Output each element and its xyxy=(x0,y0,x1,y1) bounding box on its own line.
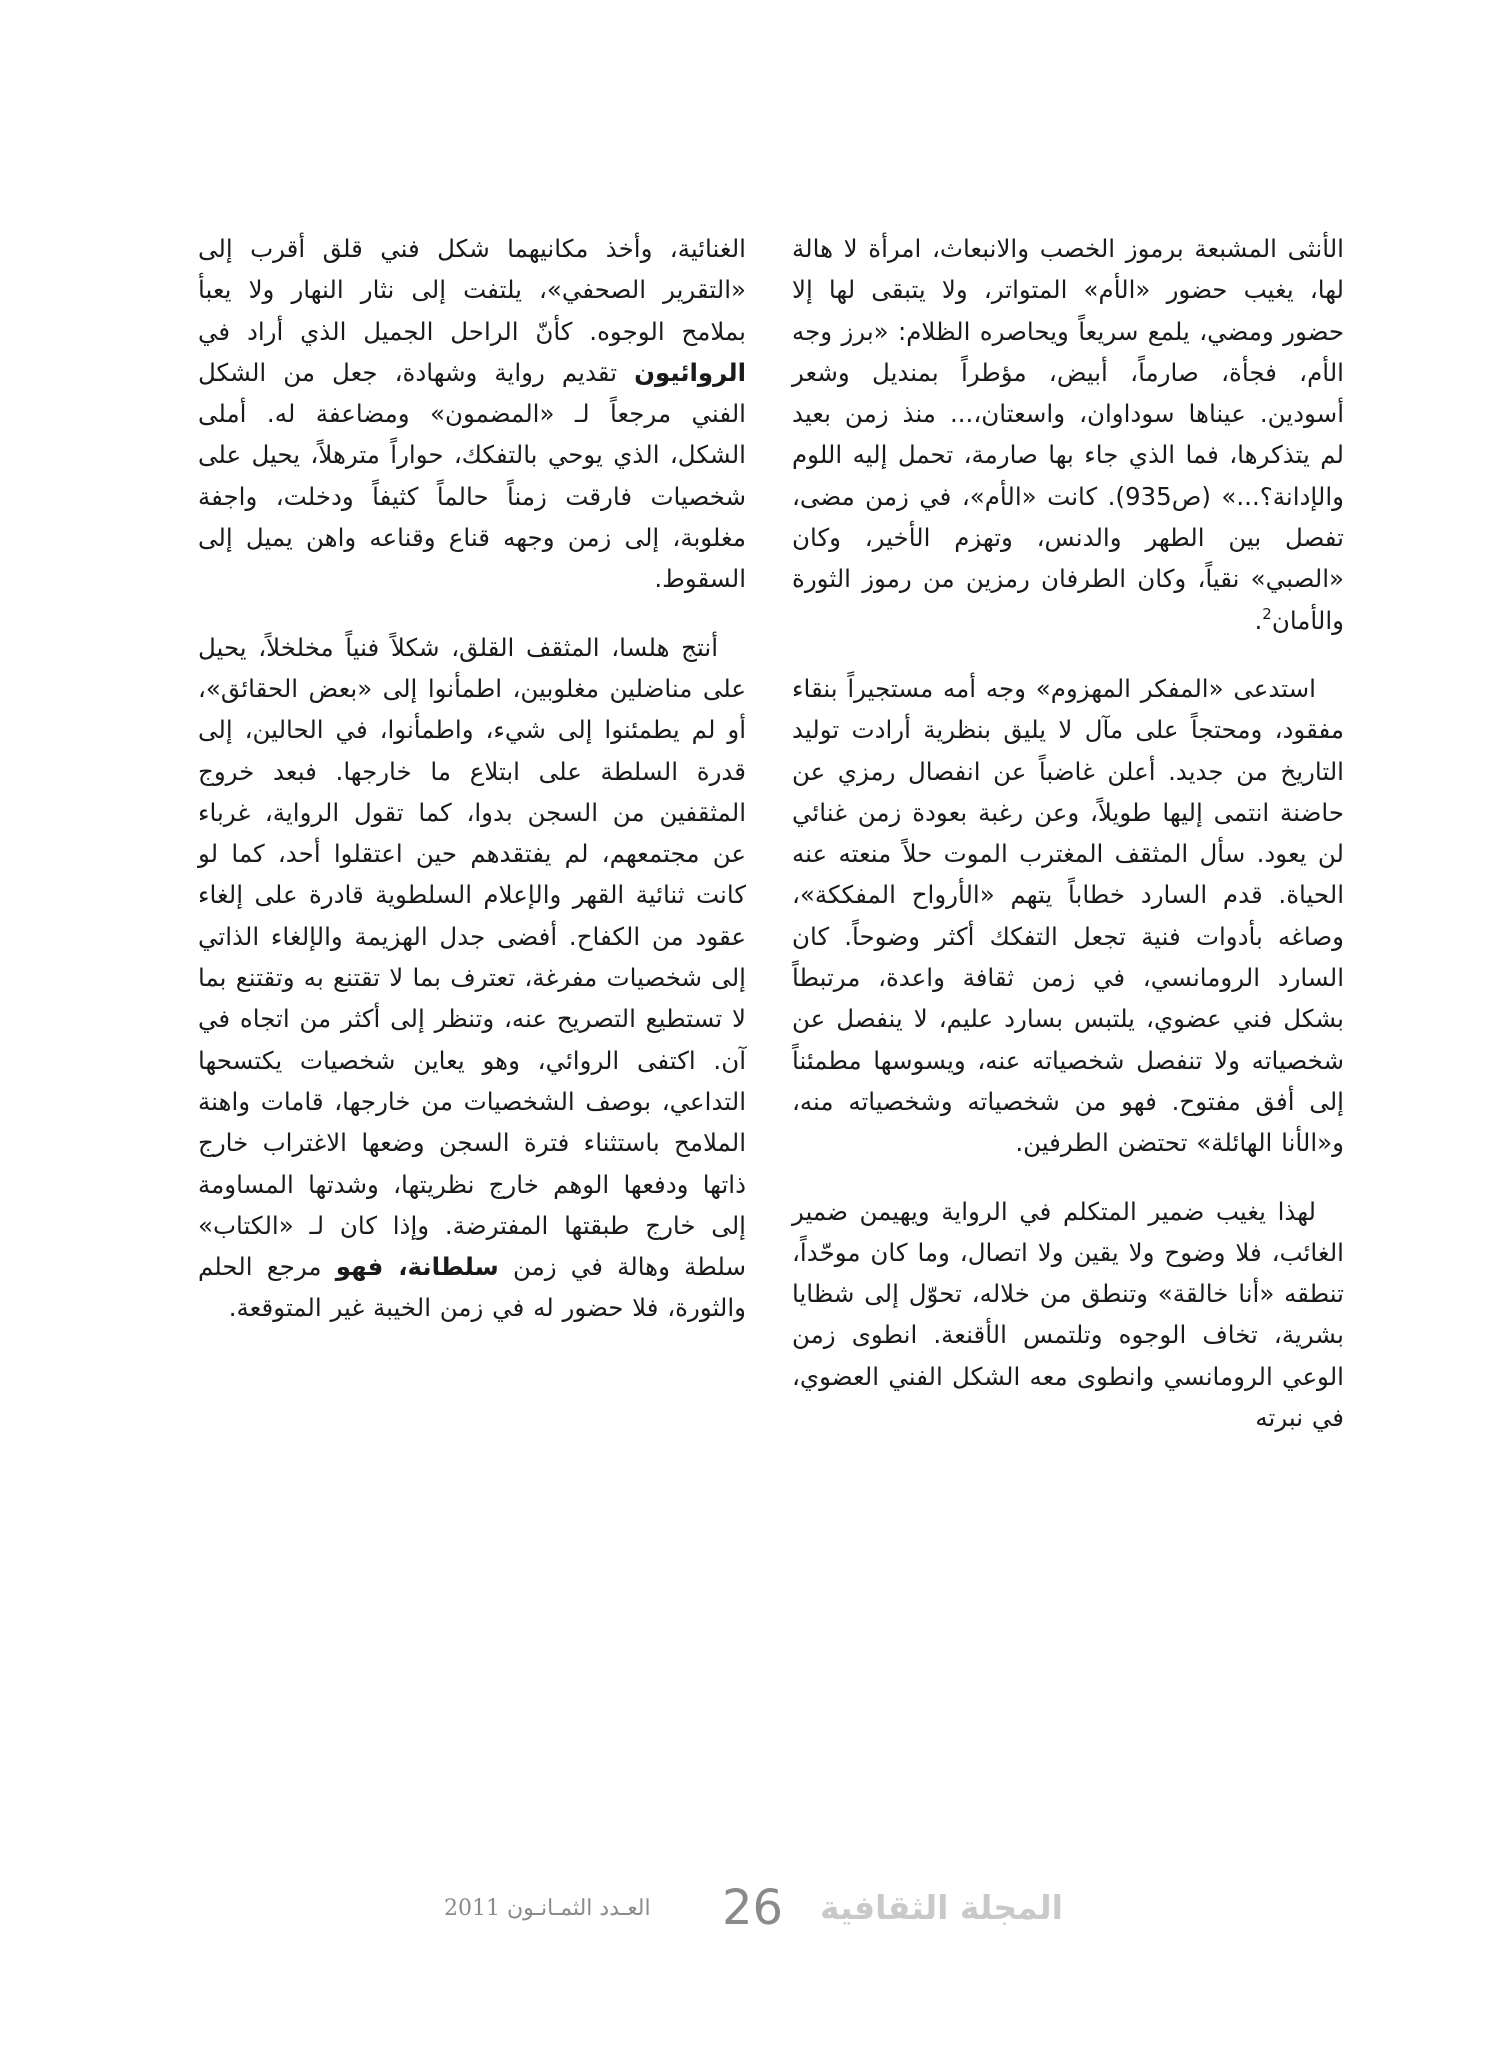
issue-label: العـدد الثمـانـون 2011 xyxy=(444,1896,651,1921)
bold-term: سلطانة، فهو xyxy=(335,1252,499,1282)
paragraph xyxy=(198,627,746,1329)
magazine-logo: المجلة الثقافية xyxy=(820,1888,1063,1927)
paragraph-text: تقديم رواية وشهادة، جعل من الشكل الفني مرجعاً لـ «المضمون» ومضاعفة له. أملى الشكل، الذي يوحي بالتفكك، حواراً مترهلاً، يحيل على شخصيات فارقت زمناً حالماً كثيفاً ودخلت، واجفة مغلوبة، إلى زمن وجهه قناع وقناعه واهن يميل إلى السقوط. xyxy=(198,357,746,594)
page-footer xyxy=(0,1882,1497,1942)
paragraph-text: أنتج هلسا، المثقف القلق، شكلاً فنياً مخلخلاً، يحيل على مناضلين مغلوبين، اطمأنوا إلى «بعض الحقائق»، أو لم يطمئنوا إلى شيء، واطمأنوا، في الحالين، إلى قدرة السلطة على ابتلاع ما خارجها. فبعد خروج المثقفين من السجن بدوا، كما تقول الرواية، غرباء عن مجتمعهم، لم يفتقدهم حين اعتقلوا أحد، كما لو كانت ثنائية القهر والإعلام السلطوية قادرة على إلغاء عقود من الكفاح. أفضى جدل الهزيمة والإلغاء الذاتي إلى شخصيات مفرغة، تعترف بما لا تقتنع به وتقتنع بما لا تستطيع التصريح عنه، وتنظر إلى أكثر من اتجاه في آن. اكتفى الروائي، وهو يعاين شخصيات يكتسحها التداعي، بوصف الشخصيات من خارجها، قامات واهنة الملامح باستثناء فترة السجن وضعها الاغتراب خارج ذاتها ودفعها الوهم خارج نظريتها، وشدتها المساومة إلى خارج طبقتها المفترضة. وإذا كان لـ «الكتاب» سلطة وهالة في زمن xyxy=(198,632,746,1282)
paragraph xyxy=(198,228,746,600)
text-column-right xyxy=(792,228,1344,1465)
paragraph-text: الغنائية، وأخذ مكانيهما شكل فني قلق أقرب إلى «التقرير الصحفي»، يلتفت إلى نثار النهار ولا يعبأ بملامح الوجوه. كأنّ الراحل الجميل الذي أراد في xyxy=(198,234,746,346)
paragraph: استدعى «المفكر المهزوم» وجه أمه مستجيراً بنقاء مفقود، ومحتجاً على مآل لا يليق بنظرية أرادت توليد التاريخ من جديد. أعلن غاضباً عن انفصال رمزي عن حاضنة انتمى إليها طويلاً، وعن رغبة بعودة زمن غنائي لن يعود. سأل المثقف المغترب الموت حلاً منعته عنه الحياة. قدم السارد خطاباً يتهم «الأرواح المفككة»، وصاغه بأدوات فنية تجعل التفكك أكثر وضوحاً. كان السارد الرومانسي، في زمن ثقافة واعدة، مرتبطاً بشكل فني عضوي، يلتبس بسارد عليم، لا ينفصل عن شخصياته ولا تنفصل شخصياته عنه، ويسوسها مطمئناً إلى أفق مفتوح. فهو من شخصياته وشخصياته منه، و«الأنا الهائلة» تحتضن الطرفين. xyxy=(792,673,1344,1158)
text-column-left xyxy=(198,228,746,1356)
paragraph-end: . xyxy=(1254,605,1263,635)
bold-term: الروائيون xyxy=(634,357,746,387)
paragraph-text: الأنثى المشبعة برموز الخصب والانبعاث، امرأة لا هالة لها، يغيب حضور «الأم» المتواتر، ولا يتبقى لها إلا حضور ومضي، يلمع سريعاً ويحاصره الظلام: «برز وجه الأم، فجأة، صارماً، أبيض، مؤطراً بمنديل وشعر أسودين. عيناها سوداوان، واسعتان،... منذ زمن بعيد لم يتذكرها، فما الذي جاء بها صارمة، تحمل إليه اللوم والإدانة؟...» (ص935). كانت «الأم»، في زمن مضى، تفصل بين الطهر والدنس، وتهزم الأخير، وكان «الصبي» نقياً، وكان الطرفان رمزين من رموز الثورة والأمان xyxy=(792,234,1344,635)
footnote-marker: 2 xyxy=(1262,604,1272,623)
paragraph-text: مرجع الحلم والثورة، فلا حضور له في زمن الخيبة غير المتوقعة. xyxy=(198,1252,746,1323)
paragraph: لهذا يغيب ضمير المتكلم في الرواية ويهيمن ضمير الغائب، فلا وضوح ولا يقين ولا اتصال، وما كان موحّداً، تنطقه «أنا خالقة» وتنطق من خلاله، تحوّل إلى شظايا بشرية، تخاف الوجوه وتلتمس الأقنعة. انطوى زمن الوعي الرومانسي وانطوى معه الشكل الفني العضوي، في نبرته xyxy=(792,1196,1344,1433)
page-number: 26 xyxy=(722,1880,784,1936)
paragraph xyxy=(792,228,1344,641)
